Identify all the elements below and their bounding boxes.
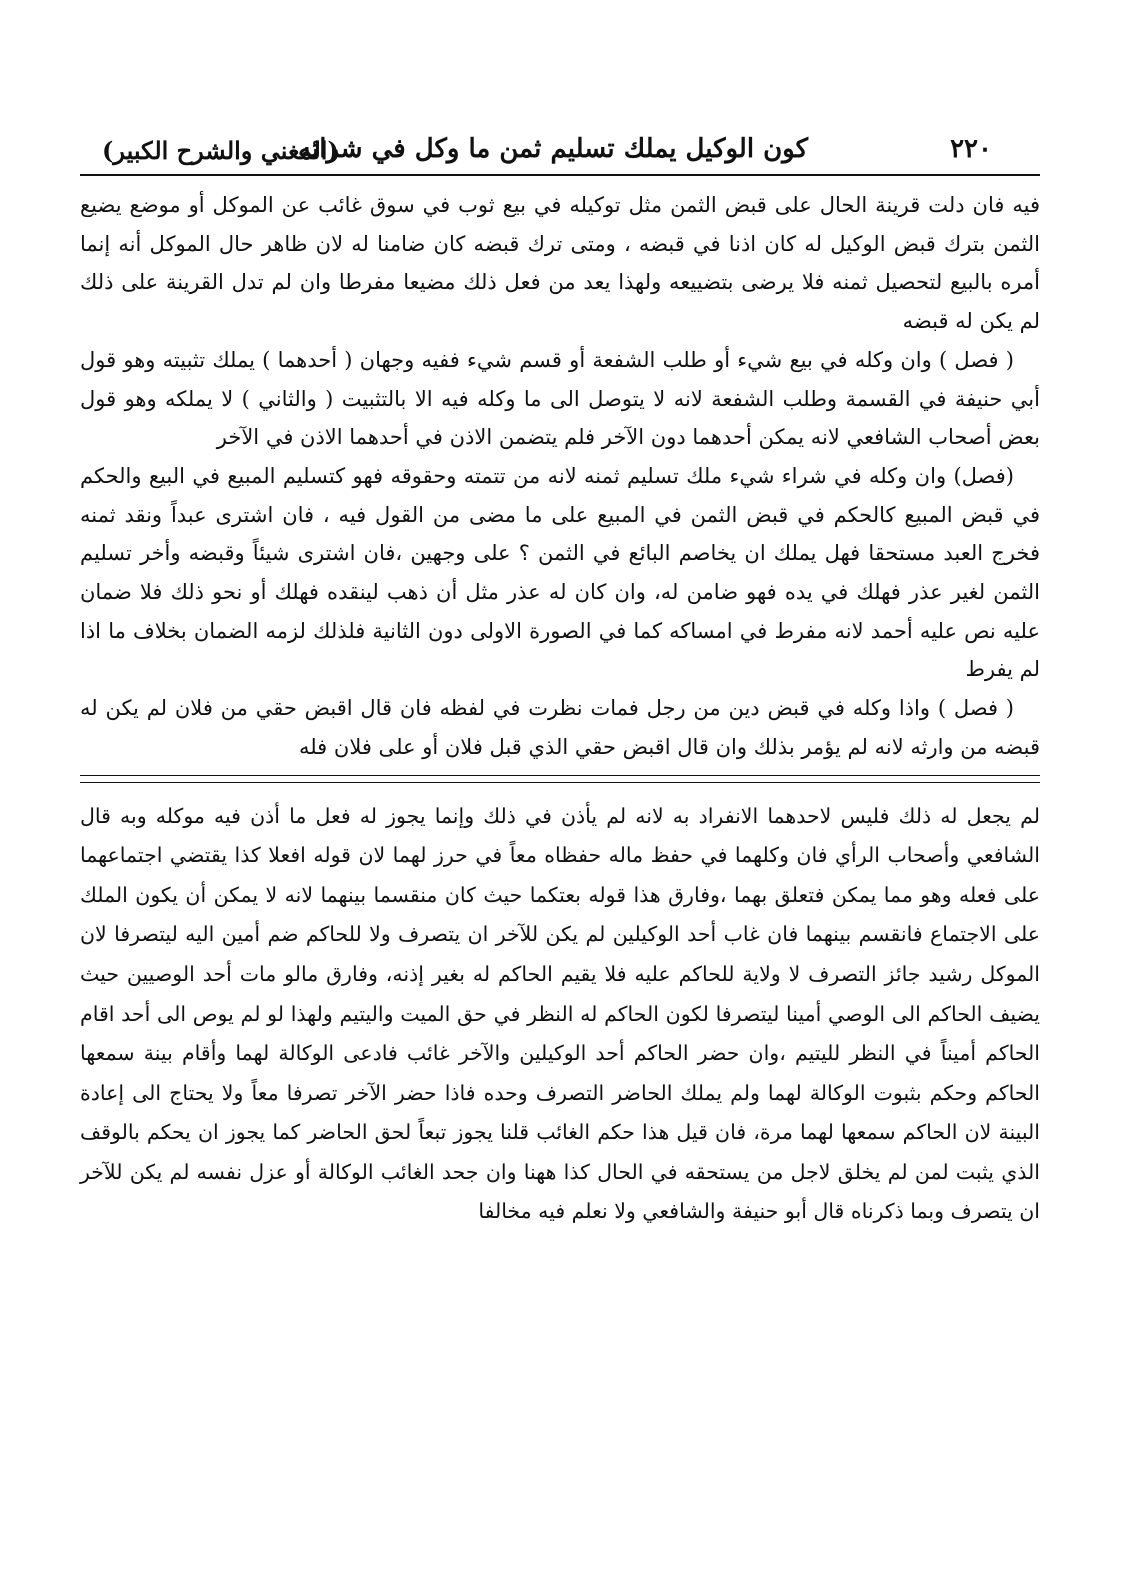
paragraph: ( فصل ) وان وكله في بيع شيء أو طلب الشفعة أو قسم شيء ففيه وجهان ( أحدهما ) يملك تثبيته وهو قول أبي حنيفة في القسمة وطلب الشفعة لانه لا يتوصل الى ما وكله فيه الا بالتثبيت ( والثاني ) لا يملكه وهو قول بعض أصحاب الشافعي لانه يمكن أحدهما دون الآخر فلم يتضمن الاذن في أحدهما الاذن في الآخر — [80, 347, 1040, 450]
paragraph: (فصل) وان وكله في شراء شيء ملك تسليم ثمنه لانه من تتمته وحقوقه فهو كتسليم المبيع في البيع والحكم في قبض المبيع كالحكم في قبض الثمن في المبيع على ما مضى من القول فيه ، فان اشترى عبداً ونقد ثمنه فخرج العبد مستحقا فهل يملك ان يخاصم البائع في الثمن ؟ على وجهين ،فان اشترى شيئاً وقبضه وأخر تسليم الثمن لغير عذر فهلك في يده فهو ضامن له، وان كان له عذر مثل أن ذهب لينقده فهلك أو نحو ذلك فلا ضمان عليه نص عليه أحمد لانه مفرط في امساكه كما في الصورة الاولى دون الثانية فلذلك لزمه الضمان بخلاف ما اذا لم يفرط — [80, 463, 1040, 682]
running-header — [80, 128, 1040, 176]
upper-text-block — [80, 186, 1040, 767]
book-title: (المغني والشرح الكبير) — [102, 136, 339, 165]
page-number: ٢٢٠ — [950, 134, 992, 164]
running-title: كون الوكيل يملك تسليم ثمن ما وكل في شرائه — [298, 134, 808, 164]
book-page — [80, 128, 1040, 1548]
lower-text-block — [80, 797, 1040, 1233]
paragraph: لم يجعل له ذلك فليس لاحدهما الانفراد به لانه لم يأذن في ذلك وإنما يجوز له فعل ما أذن فيه موكله وبه قال الشافعي وأصحاب الرأي فان وكلهما في حفظ ماله حفظاه معاً في حرز لهما لان قوله افعلا كذا يقتضي اجتماعهما على فعله وهو مما يمكن فتعلق بهما ،وفارق هذا قوله بعتكما حيث كان منقسما بينهما لانه لا يمكن أن يكون الملك على الاجتماع فانقسم بينهما فان غاب أحد الوكيلين لم يكن للآخر ان يتصرف ولا للحاكم ضم أمين اليه ليتصرفا لان الموكل رشيد جائز التصرف لا ولاية للحاكم عليه فلا يقيم الحاكم له بغير إذنه، وفارق مالو مات أحد الوصيين حيث يضيف الحاكم الى الوصي أمينا ليتصرفا لكون الحاكم له النظر في حق الميت واليتيم ولهذا لو لم يوص الى أحد اقام الحاكم أميناً في النظر لليتيم ،وان حضر الحاكم أحد الوكيلين والآخر غائب فادعى الوكالة لهما وأقام بينة سمعها الحاكم وحكم بثبوت الوكالة لهما ولم يملك الحاضر التصرف وحده فاذا حضر الآخر تصرفا معاً ولا يحتاج الى إعادة البينة لان الحاكم سمعها لهما مرة، فان قيل هذا حكم الغائب قلنا يجوز تبعاً لحق الحاضر كما يجوز ان يحكم بالوقف الذي يثبت لمن لم يخلق لاجل من يستحقه في الحال كذا ههنا وان جحد الغائب الوكالة أو عزل نفسه لم يكن للآخر ان يتصرف وبما ذكرناه قال أبو حنيفة والشافعي ولا نعلم فيه مخالفا — [80, 803, 1040, 1224]
section-divider — [80, 775, 1040, 783]
paragraph: ( فصل ) واذا وكله في قبض دين من رجل فمات نظرت في لفظه فان قال اقبض حقي من فلان لم يكن له قبضه من وارثه لانه لم يؤمر بذلك وان قال اقبض حقي الذي قبل فلان أو على فلان فله — [80, 696, 1040, 759]
paragraph: فيه فان دلت قرينة الحال على قبض الثمن مثل توكيله في بيع ثوب في سوق غائب عن الموكل أو موضع يضيع الثمن بترك قبض الوكيل له كان اذنا في قبضه ، ومتى ترك قبضه كان ضامنا له لان ظاهر حال الموكل أنه إنما أمره بالبيع لتحصيل ثمنه فلا يرضى بتضييعه ولهذا يعد من فعل ذلك مضيعا مفرطا وان لم تدل القرينة على ذلك لم يكن له قبضه — [80, 193, 1040, 334]
